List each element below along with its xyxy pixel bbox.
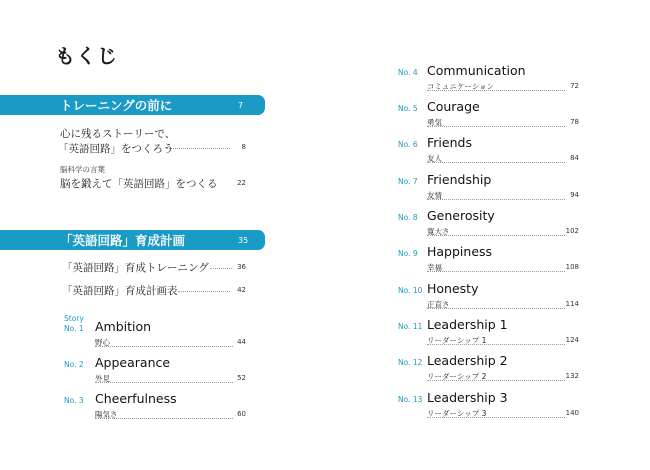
entry-label: 脳科学の言葉 <box>60 165 105 174</box>
story-label: Story <box>64 314 84 323</box>
page-title: もくじ <box>55 44 118 68</box>
section-bar-circuit-plan[interactable] <box>0 230 265 250</box>
story-title-en: Leadership 1 <box>427 317 508 332</box>
page-number: 94 <box>570 191 579 199</box>
story-title-en: Generosity <box>427 208 495 223</box>
story-title-en: Leadership 2 <box>427 353 508 368</box>
story-title-en: Leadership 3 <box>427 390 508 405</box>
story-title-jp: 寛大さ <box>427 227 450 236</box>
entry-line-1: 心に残るストーリーで、 <box>60 128 176 140</box>
section-page-number: 7 <box>238 100 244 110</box>
leader-dots <box>427 417 565 418</box>
page-number: 72 <box>570 82 579 90</box>
story-title-en: Courage <box>427 99 480 114</box>
story-number: No. 5 <box>398 104 418 113</box>
page-number: 42 <box>237 286 246 294</box>
page-number: 140 <box>565 409 579 417</box>
entry-title: 「英語回路」育成トレーニング <box>62 262 209 274</box>
page-number: 22 <box>237 179 246 187</box>
leader-dots <box>166 148 230 149</box>
page-number: 52 <box>237 374 246 382</box>
leader-dots <box>427 271 565 272</box>
story-title-jp: リーダーシップ 1 <box>427 336 487 345</box>
story-number: No. 4 <box>398 68 418 77</box>
story-number: No. 2 <box>64 360 84 369</box>
story-number: No. 11 <box>398 322 423 331</box>
story-title-en: Friendship <box>427 172 492 187</box>
leader-dots <box>427 344 565 345</box>
leader-dots <box>95 346 233 347</box>
story-title-jp: 野心 <box>95 338 110 347</box>
section-page-number: 35 <box>238 235 249 245</box>
page-number: 36 <box>237 263 246 271</box>
section-title: 「英語回路」育成計画 <box>60 233 186 248</box>
section-bar-before-training[interactable] <box>0 95 265 115</box>
story-title-en: Communication <box>427 63 526 78</box>
page-number: 60 <box>237 410 246 418</box>
page-number: 8 <box>241 143 246 151</box>
story-title-jp: 友人 <box>427 154 442 163</box>
page-number: 78 <box>570 118 579 126</box>
page-number: 132 <box>565 372 579 380</box>
leader-dots <box>427 162 565 163</box>
leader-dots <box>427 380 565 381</box>
story-title-en: Honesty <box>427 281 479 296</box>
story-number: No. 1 <box>64 324 84 333</box>
entry-title: 「英語回路」育成計画表 <box>62 285 178 297</box>
leader-dots <box>427 199 565 200</box>
story-title-en: Cheerfulness <box>95 391 177 406</box>
page-number: 114 <box>565 300 579 308</box>
story-number: No. 13 <box>398 395 423 404</box>
story-title-en: Appearance <box>95 355 171 370</box>
leader-dots <box>427 126 565 127</box>
leader-dots <box>427 235 565 236</box>
leader-dots <box>95 418 233 419</box>
story-number: No. 8 <box>398 213 418 222</box>
story-number: No. 3 <box>64 396 84 405</box>
page-number: 124 <box>565 336 579 344</box>
story-title-jp: コミュニケーション <box>427 82 495 91</box>
story-title-en: Friends <box>427 135 472 150</box>
story-title-en: Ambition <box>95 319 152 334</box>
page-number: 102 <box>565 227 579 235</box>
story-number: No. 6 <box>398 140 418 149</box>
story-number: No. 7 <box>398 177 418 186</box>
story-title-jp: 外見 <box>95 374 110 383</box>
entry-title: 脳を鍛えて「英語回路」をつくる <box>60 178 218 190</box>
leader-dots <box>427 90 565 91</box>
story-title-jp: リーダーシップ 2 <box>427 372 487 381</box>
story-title-jp: 勇気 <box>427 118 442 127</box>
story-title-jp: 友情 <box>427 191 442 200</box>
page-number: 108 <box>565 263 579 271</box>
story-number: No. 9 <box>398 249 418 258</box>
leader-dots <box>427 308 565 309</box>
story-title-jp: 幸福 <box>427 263 442 272</box>
story-number: No. 10 <box>398 286 423 295</box>
page-number: 44 <box>237 338 246 346</box>
entry-line-2: 「英語回路」をつくろう <box>58 143 174 155</box>
page-number: 84 <box>570 154 579 162</box>
story-title-jp: リーダーシップ 3 <box>427 409 487 418</box>
story-title-jp: 正直さ <box>427 300 450 309</box>
leader-dots <box>95 382 233 383</box>
story-number: No. 12 <box>398 358 423 367</box>
story-title-jp: 陽気さ <box>95 410 118 419</box>
section-title: トレーニングの前に <box>60 98 173 113</box>
story-title-en: Happiness <box>427 244 493 259</box>
